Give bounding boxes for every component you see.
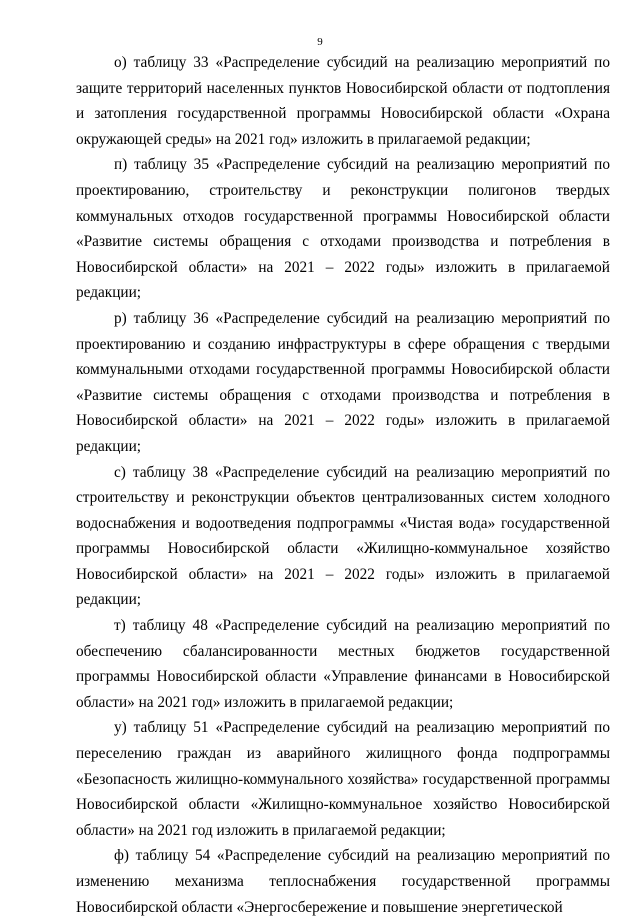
paragraph-u: у) таблицу 51 «Распределение субсидий на реализацию мероприятий по переселению граждан из аварийного жилищного фонда подпрограммы «Безопасность жилищно-коммунального хозяйства» государственной программы Новосибирской области «Жилищно-коммунальное хозяйство Новосибирской области» на 2021 год изложить в прилагаемой редакции;	[76, 719, 610, 839]
paragraph-s: с) таблицу 38 «Распределение субсидий на реализацию мероприятий по строительству и реконструкции объектов централизованных систем холодного водоснабжения и водоотведения подпрограммы «Чистая вода» государственной программы Новосибирской области «Жилищно-коммунальное хозяйство Новосибирской области» на 2021 – 2022 годы» изложить в прилагаемой редакции;	[76, 463, 610, 609]
paragraph-o: о) таблицу 33 «Распределение субсидий на реализацию мероприятий по защите территорий населенных пунктов Новосибирской области от подтопления и затопления государственной программы Новосибирской области «Охрана окружающей среды» на 2021 год» изложить в прилагаемой редакции;	[76, 54, 610, 148]
paragraph-p: п) таблицу 35 «Распределение субсидий на реализацию мероприятий по проектированию, строительству и реконструкции полигонов твердых коммунальных отходов государственной программы Новосибирской области «Развитие системы обращения с отходами производства и потребления в Новосибирской области» на 2021 – 2022 годы» изложить в прилагаемой редакции;	[76, 156, 610, 302]
paragraph-f: ф) таблицу 54 «Распределение субсидий на реализацию мероприятий по изменению механизма теплоснабжения государственной программы Новосибирской области «Энергосбережение и повышение энергетической	[76, 847, 610, 916]
paragraph-r: р) таблицу 36 «Распределение субсидий на реализацию мероприятий по проектированию и созданию инфраструктуры в сфере обращения с твердыми коммунальными отходами государственной программы Новосибирской области «Развитие системы обращения с отходами производства и потребления в Новосибирской области» на 2021 – 2022 годы» изложить в прилагаемой редакции;	[76, 309, 610, 455]
paragraph-t: т) таблицу 48 «Распределение субсидий на реализацию мероприятий по обеспечению сбалансированности местных бюджетов государственной программы Новосибирской области «Управление финансами в Новосибирской области» на 2021 год» изложить в прилагаемой редакции;	[76, 617, 610, 711]
page-number: 9	[317, 36, 323, 48]
document-body	[76, 50, 610, 920]
